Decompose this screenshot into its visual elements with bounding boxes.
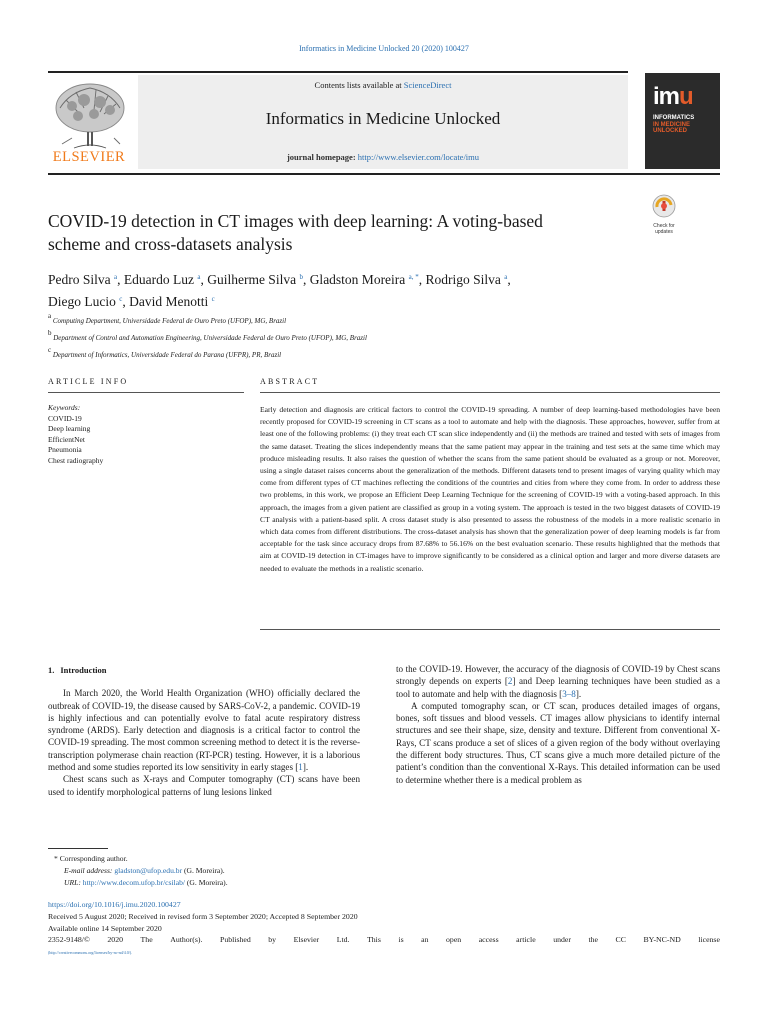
homepage-label: journal homepage:: [286, 152, 358, 162]
license-word: under: [553, 935, 571, 945]
license-word: license: [698, 935, 720, 945]
footnotes: [48, 853, 648, 889]
journal-homepage: [138, 152, 628, 162]
keyword-item: COVID-19: [48, 413, 82, 423]
license-word: 2020: [107, 935, 123, 945]
keywords-label: Keywords:: [48, 403, 81, 412]
license-word: by: [268, 935, 277, 945]
author-name[interactable]: David Menotti: [129, 293, 209, 309]
keyword-item: Pneumonia: [48, 445, 82, 454]
license-word: an: [421, 935, 429, 945]
affiliation-item: $^c$ Department of Informatics, Universidade Federal do Parana (UFPR), PR, Brazil: [48, 346, 282, 359]
author-affiliation-mark[interactable]: c: [211, 294, 215, 303]
journal-citation-link[interactable]: Informatics in Medicine Unlocked 20 (2020) 100427: [299, 44, 469, 53]
received-dates: Received 5 August 2020; Received in revised form 3 September 2020; Accepted 8 September 2020: [48, 911, 358, 921]
license-word: is: [398, 935, 404, 945]
abstract-rule: [260, 392, 720, 393]
author-name[interactable]: Eduardo Luz: [123, 272, 194, 287]
publication-info: [48, 899, 720, 959]
body-paragraph: to the COVID-19. However, the accuracy of the diagnosis of COVID-19 by Chest scans strongly depends on experts [2] and Deep learning techniques have been studied as a tool to automate and help with the diagnosis [3–8].: [396, 664, 720, 699]
affiliation-item: $^b$ Department of Control and Automation Engineering, Universidade Federal de Ouro Preto (UFOP), MG, Brazil: [48, 329, 367, 342]
license-word: Published: [219, 935, 251, 945]
keyword-item: EfficientNet: [48, 434, 85, 444]
article-title: COVID-19 detection in CT images with deep learning: A voting-based scheme and cross-datasets analysis: [48, 211, 543, 254]
section-heading: 1. Introduction: [48, 665, 107, 675]
online-date: Available online 14 September 2020: [48, 923, 162, 933]
email-note: E-mail address: gladston@ufop.edu.br (G. Moreira).: [64, 866, 225, 875]
doi-link[interactable]: https://doi.org/10.1016/j.imu.2020.100427: [48, 900, 181, 909]
cover-subtitle: INFORMATICS IN MEDICINE UNLOCKED: [653, 115, 695, 134]
author-affiliation-mark[interactable]: a: [114, 273, 118, 281]
keyword-item: Chest radiography: [48, 455, 104, 465]
reference-link[interactable]: 2: [507, 676, 513, 687]
license-word: BY-NC-ND: [643, 935, 681, 945]
header-rule-bottom: [48, 173, 720, 175]
author-name[interactable]: Diego Lucio: [48, 293, 116, 309]
reference-link[interactable]: 1: [298, 762, 303, 773]
author-affiliation-mark[interactable]: a: [504, 273, 508, 281]
author-name[interactable]: Rodrigo Silva: [425, 272, 501, 287]
reference-link[interactable]: 3–8: [562, 688, 576, 699]
license-word: The: [140, 935, 153, 945]
header-rule-top: [48, 71, 628, 73]
license-word: Ltd.: [336, 935, 350, 945]
abstract-text: Early detection and diagnosis are critical factors to control the COVID-19 spreading. A number of deep learning-based methodologies have been recently proposed for COVID-19 screening in CT scans as a tool to automate and help with the diagnosis. These approaches, however, suffer from at least one of the following problems: (i) they treat each CT scan slice independently and (ii) the methods are trained and tested with sets of images from the same dataset. Treating the slices independently means that the same patient may appear in the training and test sets at the same time which may produce misleading results. It also raises the question of whether the scans from the same patient should be evaluated as a group or not. Moreover, using a single dataset raises concerns about the generalization of the methods. Different datasets tend to present images of varying quality which may come from different types of CT machines reflecting the conditions of the countries and cities from where they come from. In order to address these two problems, in this work, we propose an Efficient Deep Learning Technique for the screening of COVID-19 with a voting-based approach. In this approach, the images from a given patient are classified as group in a voting system. The approach is tested in the two biggest datasets of COVID-19 CT analysis with a patient-based split. A cross dataset study is also presented to assess the robustness of the models in a more realistic scenario in which data comes from different distributions. The cross-dataset analysis has shown that the generalization power of deep learning models is far from acceptable for the task since accuracy drops from 87.68% to 56.16% on the best evaluation scenario. These results highlighted that the methods that aim at COVID-19 detection in CT-images have to improve significantly to be considered as a clinical option and larger and more diverse datasets are needed to evaluate the methods in a realistic scenario.: [260, 405, 720, 573]
keyword-item: Deep learning: [48, 424, 91, 433]
journal-title: Informatics in Medicine Unlocked: [265, 109, 501, 128]
article-info-heading: ARTICLE INFO: [48, 377, 129, 386]
email-link[interactable]: gladston@ufop.edu.br: [114, 866, 183, 875]
license-word: access: [478, 935, 499, 945]
license-word: 2352-9148/©: [48, 935, 90, 945]
homepage-link[interactable]: http://www.elsevier.com/locate/imu: [357, 152, 480, 162]
abstract-heading: ABSTRACT: [260, 377, 320, 386]
corresponding-author-note: * Corresponding author.: [54, 854, 128, 863]
body-paragraph: Chest scans such as X-rays and Computer tomography (CT) scans have been used to identify morphological patterns of lung lesions linked: [48, 774, 360, 797]
license-statement: [48, 934, 720, 946]
license-word: the: [588, 935, 599, 945]
body-paragraph: In March 2020, the World Health Organization (WHO) officially declared the outbreak of COVID-19, the disease caused by SARS-CoV-2, a pandemic. COVID-19 is highly infectious and can potentially evolve to fatal acute respiratory distress syndrome (ARDS). Early detection and diagnosis is a critical factor to control the COVID-19 spreading. The most common screening method to detect it is the reverse-transcription polymerase chain reaction (RT-PCR) testing. However, it is a laborious method and some studies reported its low sensitivity in early stages [1].: [48, 688, 360, 773]
affiliation-item: $^a$ Computing Department, Universidade Federal de Ouro Preto (UFOP), MG, Brazil: [48, 312, 287, 325]
cover-logo: imu: [653, 83, 693, 110]
author-list: Pedro Silva $^a$, Eduardo Luz $^a$, Guilherme Silva $^b$, Gladston Moreira $^{a, *}$, Rodrigo Silva $^a$, Diego Lucio $^c$, David Menotti $^c$: [48, 272, 511, 309]
article-info-rule: [48, 392, 244, 393]
license-word: Elsevier: [293, 935, 320, 945]
license-word: article: [516, 935, 536, 945]
url-note: URL: http://www.decom.ufop.br/csilab/ (G. Moreira).: [64, 878, 228, 887]
author-name[interactable]: Guilherme Silva: [207, 272, 297, 287]
license-word: This: [367, 935, 381, 945]
journal-cover-image[interactable]: [645, 73, 720, 169]
keyword-list: [48, 403, 244, 466]
license-url-link[interactable]: (http://creativecommons.org/licenses/by-nc-nd/4.0/).: [48, 950, 133, 956]
body-column-right: [396, 663, 720, 786]
license-word: open: [446, 935, 462, 945]
body-column-left: [48, 664, 360, 798]
author-affiliation-mark[interactable]: a, *: [408, 273, 419, 281]
check-for-updates-badge[interactable]: Check for updates: [644, 193, 684, 233]
elsevier-wordmark: ELSEVIER: [52, 149, 126, 165]
footnote-rule: [48, 848, 108, 849]
author-affiliation-mark[interactable]: c: [119, 294, 123, 303]
lab-url-link[interactable]: http://www.decom.ufop.br/csilab/: [82, 878, 185, 887]
author-name[interactable]: Pedro Silva: [48, 272, 111, 287]
contents-availability: [138, 80, 628, 90]
author-affiliation-mark[interactable]: a: [197, 273, 201, 281]
author-name[interactable]: Gladston Moreira: [309, 272, 406, 287]
author-affiliation-mark[interactable]: b: [299, 273, 303, 281]
abstract-rule-bottom: [260, 629, 720, 630]
license-word: Author(s).: [170, 935, 203, 945]
sciencedirect-link[interactable]: ScienceDirect: [403, 80, 452, 90]
body-paragraph: A computed tomography scan, or CT scan, produces detailed images of organs, bones, soft tissues and blood vessels. CT images allow physicians to identify internal structures and see their shape, size, density and texture. Different from conventional X-Rays, CT scans produce a set of slices of a given region of the body without overlaying the different body structures. Thus, CT scans give a much more detailed picture of the patient’s condition than the conventional X-Rays. This detailed information can be used to determine whether there is a medical problem as: [396, 700, 720, 785]
affiliation-list: [48, 310, 648, 361]
contents-prefix: Contents lists available at: [314, 80, 404, 90]
license-word: CC: [615, 935, 626, 945]
check-for-updates-icon: [644, 193, 684, 219]
